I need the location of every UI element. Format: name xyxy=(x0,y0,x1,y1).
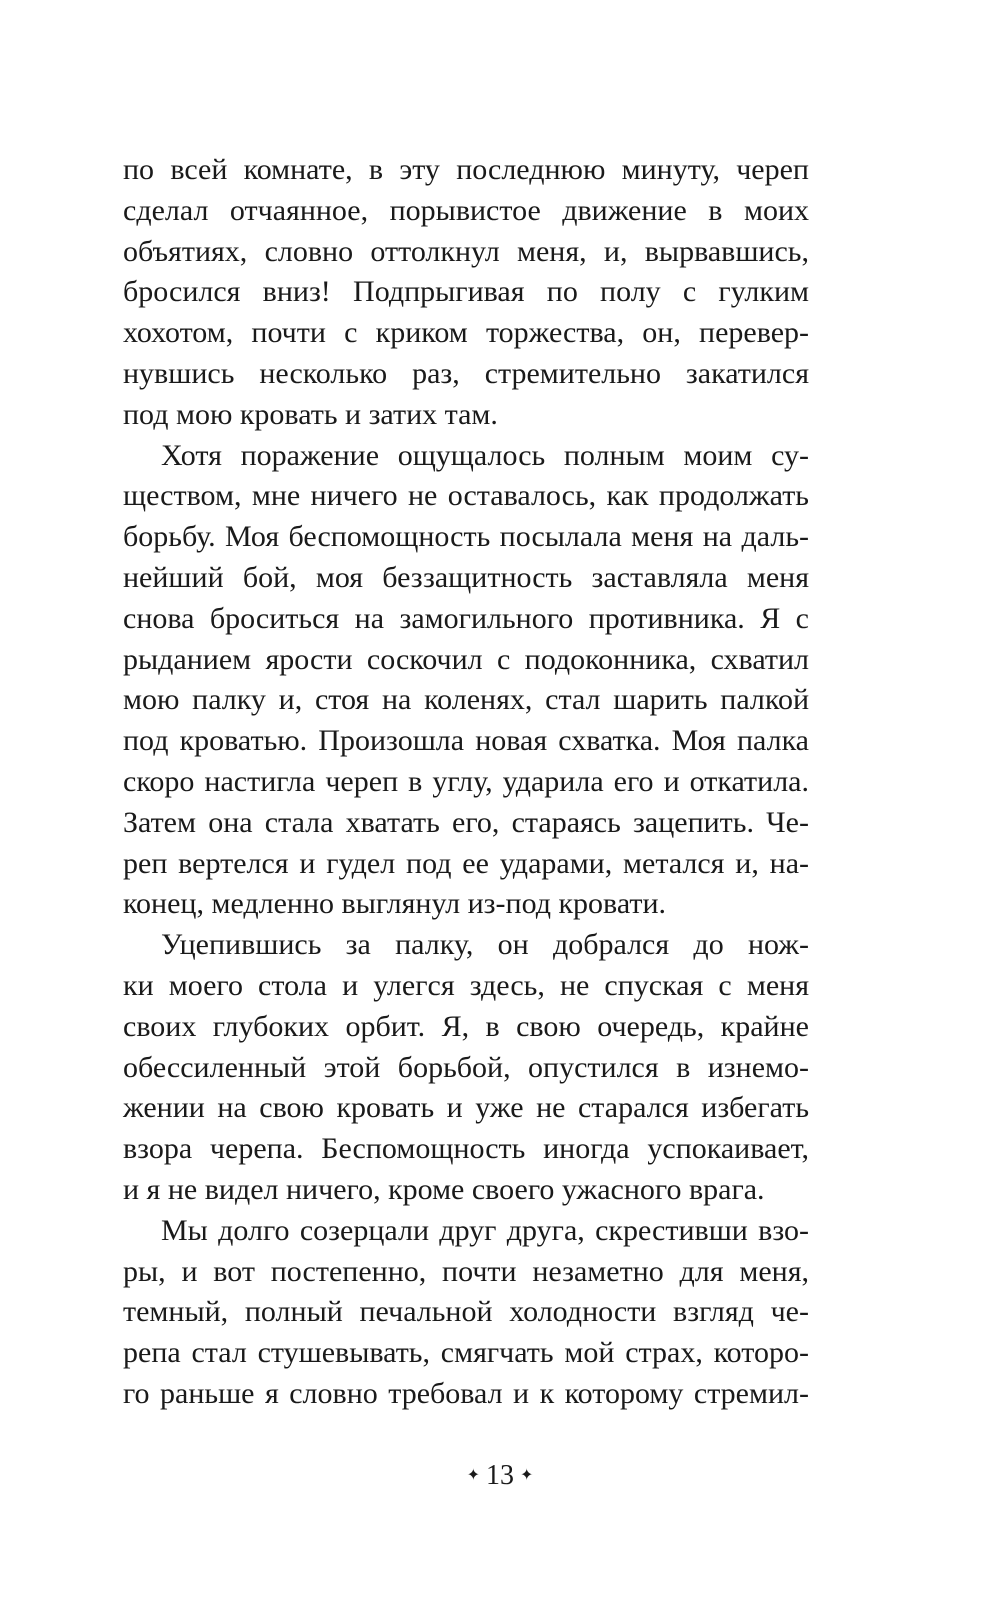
text-line: обессиленный этой борьбой, опустился в изнемо- xyxy=(123,1050,809,1084)
body-text xyxy=(123,150,809,1415)
text-line: реп вертелся и гудел под ее ударами, метался и, на- xyxy=(123,846,809,880)
page-number-footer xyxy=(0,1458,1000,1496)
text-line: ществом, мне ничего не оставалось, как продолжать xyxy=(123,479,809,513)
text-line: го раньше я словно требовал и к которому стремил- xyxy=(123,1376,809,1410)
text-line: по всей комнате, в эту последнюю минуту, череп xyxy=(123,153,809,186)
right-ornament-icon: ✦ xyxy=(520,1466,534,1484)
text-line: хохотом, почти с криком торжества, он, перевер- xyxy=(123,316,809,350)
paragraph xyxy=(123,150,809,436)
left-ornament-icon: ✦ xyxy=(466,1466,480,1484)
text-line: ры, и вот постепенно, почти незаметно для меня, xyxy=(123,1254,809,1288)
paragraph xyxy=(123,436,809,926)
page-number: 13 xyxy=(486,1460,514,1491)
text-line: конец, медленно выглянул из-под кровати. xyxy=(123,887,667,921)
text-line: объятиях, словно оттолкнул меня, и, вырвавшись, xyxy=(123,234,809,268)
text-line: и я не видел ничего, кроме своего ужасного врага. xyxy=(123,1172,765,1206)
text-line: снова броситься на замогильного противника. Я с xyxy=(123,601,809,635)
text-line: ки моего стола и улегся здесь, не спуская с меня xyxy=(123,968,809,1002)
text-line: под мою кровать и затих там. xyxy=(123,397,498,431)
paragraph xyxy=(123,925,809,1211)
text-line: Уцепившись за палку, он добрался до нож- xyxy=(161,928,809,962)
text-line: сделал отчаянное, порывистое движение в моих xyxy=(123,193,809,227)
paragraph xyxy=(123,1211,809,1415)
text-line: темный, полный печальной холодности взгляд че- xyxy=(123,1295,809,1329)
text-line: взора черепа. Беспомощность иногда успокаивает, xyxy=(123,1132,809,1166)
text-line: рыданием ярости соскочил с подоконника, схватил xyxy=(123,642,809,676)
text-line: бросился вниз! Подпрыгивая по полу с гулким xyxy=(123,275,809,309)
text-line: жении на свою кровать и уже не старался избегать xyxy=(123,1091,809,1125)
text-line: Мы долго созерцали друг друга, скрестивши взо- xyxy=(161,1213,809,1247)
text-line: нувшись несколько раз, стремительно закатился xyxy=(123,356,809,390)
text-line: мою палку и, стоя на коленях, стал шарить палкой xyxy=(123,683,809,717)
text-line: скоро настигла череп в углу, ударила его и откатила. xyxy=(123,764,809,798)
text-line: своих глубоких орбит. Я, в свою очередь, крайне xyxy=(123,1009,809,1043)
text-line: нейший бой, моя беззащитность заставляла меня xyxy=(123,560,809,594)
text-line: Хотя поражение ощущалось полным моим су- xyxy=(161,438,809,472)
text-line: репа стал стушевывать, смягчать мой страх, которо- xyxy=(123,1336,809,1370)
text-line: Затем она стала хватать его, стараясь зацепить. Че- xyxy=(123,805,809,839)
text-line: под кроватью. Произошла новая схватка. Моя палка xyxy=(123,724,809,758)
text-line: борьбу. Моя беспомощность посылала меня на даль- xyxy=(123,520,809,554)
